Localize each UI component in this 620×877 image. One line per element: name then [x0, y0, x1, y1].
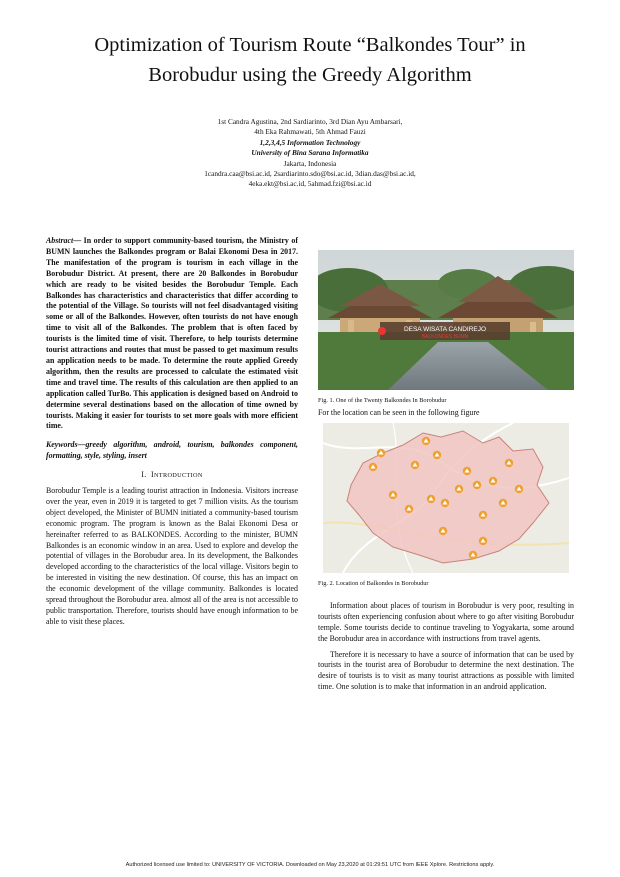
keywords	[46, 440, 298, 462]
right-paragraph-1: Information about places of tourism in Borobudur is very poor, resulting in tourists often experiencing confusion about where to go after visiting Borobudur temple. Some tourists decide to continue traveling to Yogyakarta, some around the Borobudur area in accordance with instructions from travel agents.	[318, 600, 574, 643]
balkondes-marker-icon	[377, 449, 385, 457]
figure-1-caption: Fig. 1. One of the Twenty Balkondes In Borobudur	[318, 397, 447, 404]
emails-line-2: 4eka.ekt@bsi.ac.id, 5ahmad.fzi@bsi.ac.id	[248, 179, 372, 189]
balkondes-marker-icon	[505, 459, 513, 467]
photo-illustration	[318, 250, 574, 390]
balkondes-marker-icon	[499, 499, 507, 507]
keywords-label: Keywords	[46, 440, 78, 450]
balkondes-marker-icon	[369, 463, 377, 471]
balkondes-marker-icon	[441, 499, 449, 507]
sign-logo-icon	[378, 327, 386, 335]
balkondes-marker-icon	[469, 551, 477, 559]
balkondes-marker-icon	[439, 527, 447, 535]
balkondes-marker-icon	[389, 491, 397, 499]
balkondes-marker-icon	[455, 485, 463, 493]
balkondes-marker-icon	[515, 485, 523, 493]
title-line-2: Borobudur using the Greedy Algorithm	[148, 64, 472, 86]
abstract	[46, 236, 298, 432]
affiliation-dept: 1,2,3,4,5 Information Technology	[259, 137, 361, 147]
abstract-text: In order to support community-based tourism, the Ministry of BUMN launches the Balkondes program or Balai Ekonomi Desa in 2017. The manifestation of the program is tourism in each village in the Borobudur District. At present, there are 20 Balkondes in Borobudur which are ready to be visited besides the Borobudur Temple. Each Balkondes has characteristics and characteristics that differ according to the potential of the Village. So tourists will not feel disadvantaged visiting some or all of the Balkondes. However, often tourists do not have enough time to visit all of the Balkondes. The problem that is often faced by tourists is the limited time of visit. Therefore, to help tourists determine tourist attractions and routes that must be passed to get maximum results an application needs to be made. To determine the route applied Greedy algorithm, then the results are processed to calculate the estimated visit time and travel time. The results of this calculation are then applied to an application called TurBo. This application is designed based on Android to determine several destinations based on the allocation of time owned by tourists. Making it easier for tourists to set more goals with more efficient time.	[46, 236, 298, 431]
balkondes-marker-icon	[433, 451, 441, 459]
figure-2-caption: Fig. 2. Location of Balkondes in Borobudur	[318, 579, 429, 587]
section-number: I.	[141, 470, 147, 480]
keywords-text: greedy algorithm, android, tourism, balkondes component, formatting, style, styling, insert	[46, 440, 298, 461]
balkondes-marker-icon	[427, 495, 435, 503]
title-line-1: Optimization of Tourism Route “Balkondes Tour” in	[94, 34, 526, 56]
map-illustration	[323, 423, 569, 573]
footer-license: Authorized licensed use limited to: UNIVERSITY OF VICTORIA. Downloaded on May 23,2020 at 01:29:51 UTC from IEEE Xplore. Restrictions apply.	[125, 862, 495, 868]
balkondes-map	[323, 423, 569, 573]
affiliation-city: Jakarta, Indonesia	[283, 158, 337, 168]
left-column	[46, 236, 298, 628]
balkondes-marker-icon	[489, 477, 497, 485]
section-heading-rest: NTRODUCTION	[153, 472, 203, 480]
balkondes-marker-icon	[405, 505, 413, 513]
abstract-dash: —	[73, 236, 84, 245]
balkondes-marker-icon	[473, 481, 481, 489]
introduction-text: Borobudur Temple is a leading tourist attraction in Indonesia. Visitors increase over the year, even in 2019 it is targeted to get 7 million visits. As the tourism object developed, the Minister of BUMN initiated a community-based tourism economic program. The program is known as the Balai Ekonomi Desa or hereinafter referred to as BALKONDES. According to the minister, BUMN Balkondes is an economic window in an area. Used to explore and develop the potential of villages in the Borobudur area. In its development, the Balkondes developed according to the characteristics of the local village. Visitors begin to be interested in visiting the new destination. Of course, this has an impact on the economic development of the village community. Balkondes is located spread throughout the Borobudur area. almost all of the area is not accessible to public transportation. Therefore, tourists should have enough information to be able to visit these places.	[46, 486, 298, 626]
emails-line-1: 1candra.caa@bsi.ac.id, 2sardiarinto.sdo@bsi.ac.id, 3dian.das@bsi.ac.id,	[204, 169, 416, 179]
balkondes-marker-icon	[422, 437, 430, 445]
paper-title	[30, 30, 590, 90]
keywords-dash: —	[77, 440, 86, 450]
balkondes-marker-icon	[479, 511, 487, 519]
balkondes-marker-icon	[463, 467, 471, 475]
section-heading-first: I	[151, 470, 154, 480]
sign-text: DESA WISATA CANDIREJO	[403, 326, 487, 333]
section-heading-introduction	[46, 470, 298, 482]
authors-line-1: 1st Candra Agustina, 2nd Sardiarinto, 3rd Dian Ayu Ambarsari,	[217, 117, 403, 126]
sign-sub: BALKONDES BUMN	[421, 334, 469, 340]
abstract-label: Abstract	[46, 236, 74, 245]
author-block	[120, 117, 500, 190]
right-paragraph-2: Therefore it is necessary to have a source of information that can be used by tourists in the tourist area of Borobudur to determine the next destination. The desire of tourists is to visit as many tourist attractions as possible with limited time. One solution is to make that information in an android application.	[318, 649, 574, 692]
authors-line-2: 4th Eka Rahmawati, 5th Ahmad Fauzi	[254, 127, 366, 137]
balkondes-marker-icon	[479, 537, 487, 545]
location-intro: For the location can be seen in the following figure	[318, 408, 480, 417]
right-column	[318, 250, 574, 698]
affiliation-university: University of Bina Sarana Informatika	[251, 148, 369, 158]
balkondes-marker-icon	[411, 461, 419, 469]
balkondes-photo	[318, 250, 574, 390]
